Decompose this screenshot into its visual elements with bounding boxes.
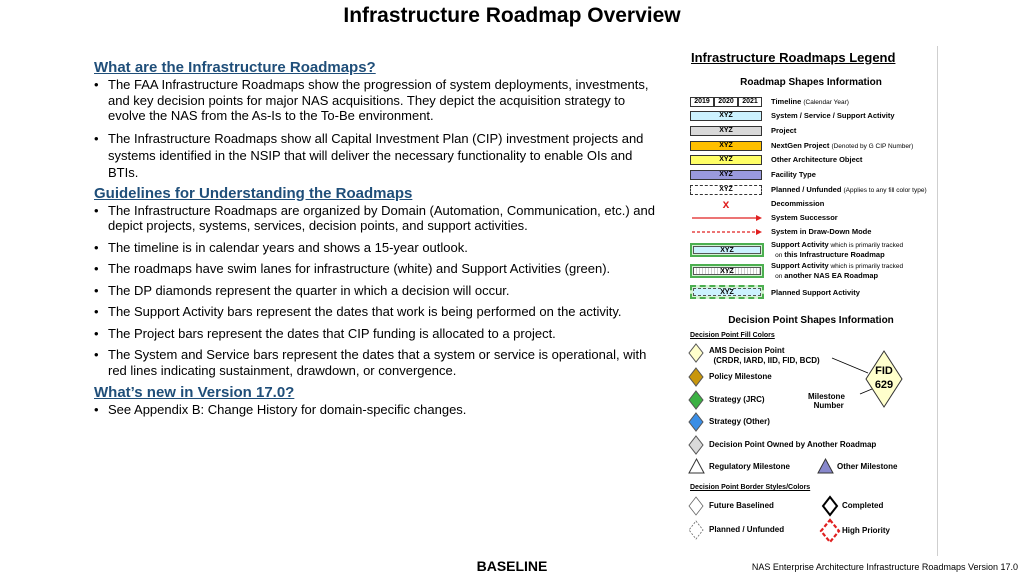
successor-arrow-icon [690, 213, 762, 223]
section-heading-whats-new: What’s new in Version 17.0? [94, 384, 295, 401]
facility-shape: XYZ [690, 170, 762, 180]
planned-support-label: Planned Support Activity [771, 287, 860, 297]
decommission-label: Decommission [771, 199, 825, 208]
support-this-label: Support Activity which is primarily tracked on this Infrastructure Roadmap [771, 240, 904, 259]
bullet-list-what-are [94, 77, 664, 181]
bullet-item: • The FAA Infrastructure Roadmaps show the progression of system deployments, investments, and key decision points for major NAS acquisitions. They depict the acquisition strategy to evolve the NAS from the As-Is to the To-Be environment. [94, 77, 664, 124]
legend-row-facility [690, 168, 816, 181]
future-baselined-label: Future Baselined [709, 501, 774, 510]
bullet-item: • The Project bars represent the dates that CIP funding is allocated to a project. [94, 326, 664, 342]
fill-colors-title: Decision Point Fill Colors [690, 332, 775, 339]
ams-label: AMS Decision Point (CRDR, IARD, IID, FID, BCD) [709, 346, 820, 365]
page-title: Infrastructure Roadmap Overview [343, 4, 681, 27]
bullet-item: • The System and Service bars represent the dates that a system or service is operational, with red lines indicating sustainment, drawdown, or convergence. [94, 347, 664, 378]
bullet-list-whats-new [94, 402, 664, 418]
high-priority-diamond-icon [820, 519, 840, 543]
bullet-item: • The roadmaps have swim lanes for infrastructure (white) and Support Activities (green). [94, 261, 664, 277]
drawdown-label: System in Draw-Down Mode [771, 227, 872, 236]
support-this-shape: XYZ [690, 243, 764, 257]
facility-label: Facility Type [771, 170, 816, 179]
other-arch-label: Other Architecture Object [771, 155, 863, 164]
other-arch-shape: XYZ [690, 155, 762, 165]
drawdown-arrow-icon [690, 227, 762, 237]
legend-row-drawdown [690, 225, 872, 238]
strategy-jrc-label: Strategy (JRC) [709, 395, 765, 404]
bullet-item: • The DP diamonds represent the quarter in which a decision will occur. [94, 283, 664, 299]
legend-row-project [690, 124, 797, 137]
planned-unfunded-label: Planned / Unfunded [709, 525, 785, 534]
overview-text [94, 55, 664, 424]
policy-diamond-icon [688, 367, 704, 387]
successor-label: System Successor [771, 213, 838, 222]
strategy-jrc-diamond-icon [688, 390, 704, 410]
policy-label: Policy Milestone [709, 372, 772, 381]
high-priority-label: High Priority [842, 526, 891, 535]
dp-subtitle: Decision Point Shapes Information [728, 315, 894, 326]
legend-title: Infrastructure Roadmaps Legend [691, 50, 896, 65]
completed-diamond-icon [822, 496, 838, 516]
strategy-other-diamond-icon [688, 412, 704, 432]
legend-row-timeline [690, 95, 849, 108]
support-other-shape: XYZ [690, 264, 764, 278]
ams-diamond-icon [688, 343, 704, 363]
planned-support-shape: XYZ [690, 285, 764, 299]
bullet-item: • The timeline is in calendar years and shows a 15-year outlook. [94, 240, 664, 256]
section-heading-what-are: What are the Infrastructure Roadmaps? [94, 59, 376, 76]
nextgen-shape: XYZ [690, 141, 762, 151]
bullet-item: • See Appendix B: Change History for domain-specific changes. [94, 402, 664, 418]
planned-shape: XYZ [690, 185, 762, 195]
timeline-label: Timeline (Calendar Year) [771, 97, 849, 106]
legend-row-other-arch [690, 153, 863, 166]
footer-version: NAS Enterprise Architecture Infrastructure Roadmaps Version 17.0 [751, 562, 1018, 572]
owned-other-label: Decision Point Owned by Another Roadmap [709, 440, 877, 449]
bullet-item: • The Support Activity bars represent the dates that work is being performed on the activity. [94, 304, 664, 320]
legend-row-decommission [690, 196, 825, 211]
milestone-number-label: Milestone Number [808, 392, 845, 410]
system-shape: XYZ [690, 111, 762, 121]
completed-label: Completed [842, 501, 884, 510]
legend-row-planned-support [690, 284, 860, 300]
future-baselined-diamond-icon [688, 496, 704, 516]
project-label: Project [771, 126, 797, 135]
timeline-shape [690, 97, 762, 107]
planned-label: Planned / Unfunded (Applies to any fill color type) [771, 185, 927, 194]
regulatory-triangle-icon [688, 458, 705, 474]
bullet-item: • The Infrastructure Roadmaps are organized by Domain (Automation, Communication, etc.) and depict projects, systems, services, decision points, and support activities. [94, 203, 664, 234]
baseline-label: BASELINE [476, 558, 548, 574]
legend-row-support-this [690, 240, 904, 259]
strategy-other-label: Strategy (Other) [709, 417, 770, 426]
section-heading-guidelines: Guidelines for Understanding the Roadmaps [94, 184, 413, 202]
timeline-year: 2019 [690, 97, 714, 107]
timeline-year: 2021 [738, 97, 762, 107]
owned-other-diamond-icon [688, 435, 704, 455]
planned-unfunded-diamond-icon [688, 520, 704, 540]
other-milestone-triangle-icon [817, 458, 834, 474]
other-milestone-label: Other Milestone [837, 462, 898, 471]
legend-row-support-other [690, 261, 904, 280]
legend-row-system [690, 109, 895, 122]
regulatory-label: Regulatory Milestone [709, 462, 790, 471]
bullet-list-guidelines [94, 203, 664, 379]
shapes-subtitle: Roadmap Shapes Information [740, 77, 882, 88]
system-label: System / Service / Support Activity [771, 111, 895, 120]
border-styles-title: Decision Point Border Styles/Colors [690, 484, 811, 491]
fid-example-text: FID 629 [874, 365, 894, 391]
support-other-label: Support Activity which is primarily tracked on another NAS EA Roadmap [771, 261, 904, 280]
legend-row-planned [690, 183, 927, 196]
legend-panel [684, 46, 938, 556]
nextgen-label: NextGen Project (Denoted by G CIP Number) [771, 141, 914, 150]
timeline-year: 2020 [714, 97, 738, 107]
project-shape: XYZ [690, 126, 762, 136]
legend-row-nextgen [690, 139, 914, 152]
bullet-item: • The Infrastructure Roadmaps show all Capital Investment Plan (CIP) investment projects and systems identified in the NSIP that will deliver the necessary functionality to enable OIs and BTIs. [94, 130, 664, 181]
legend-row-successor [690, 211, 838, 224]
decommission-x-icon: x [722, 196, 730, 211]
